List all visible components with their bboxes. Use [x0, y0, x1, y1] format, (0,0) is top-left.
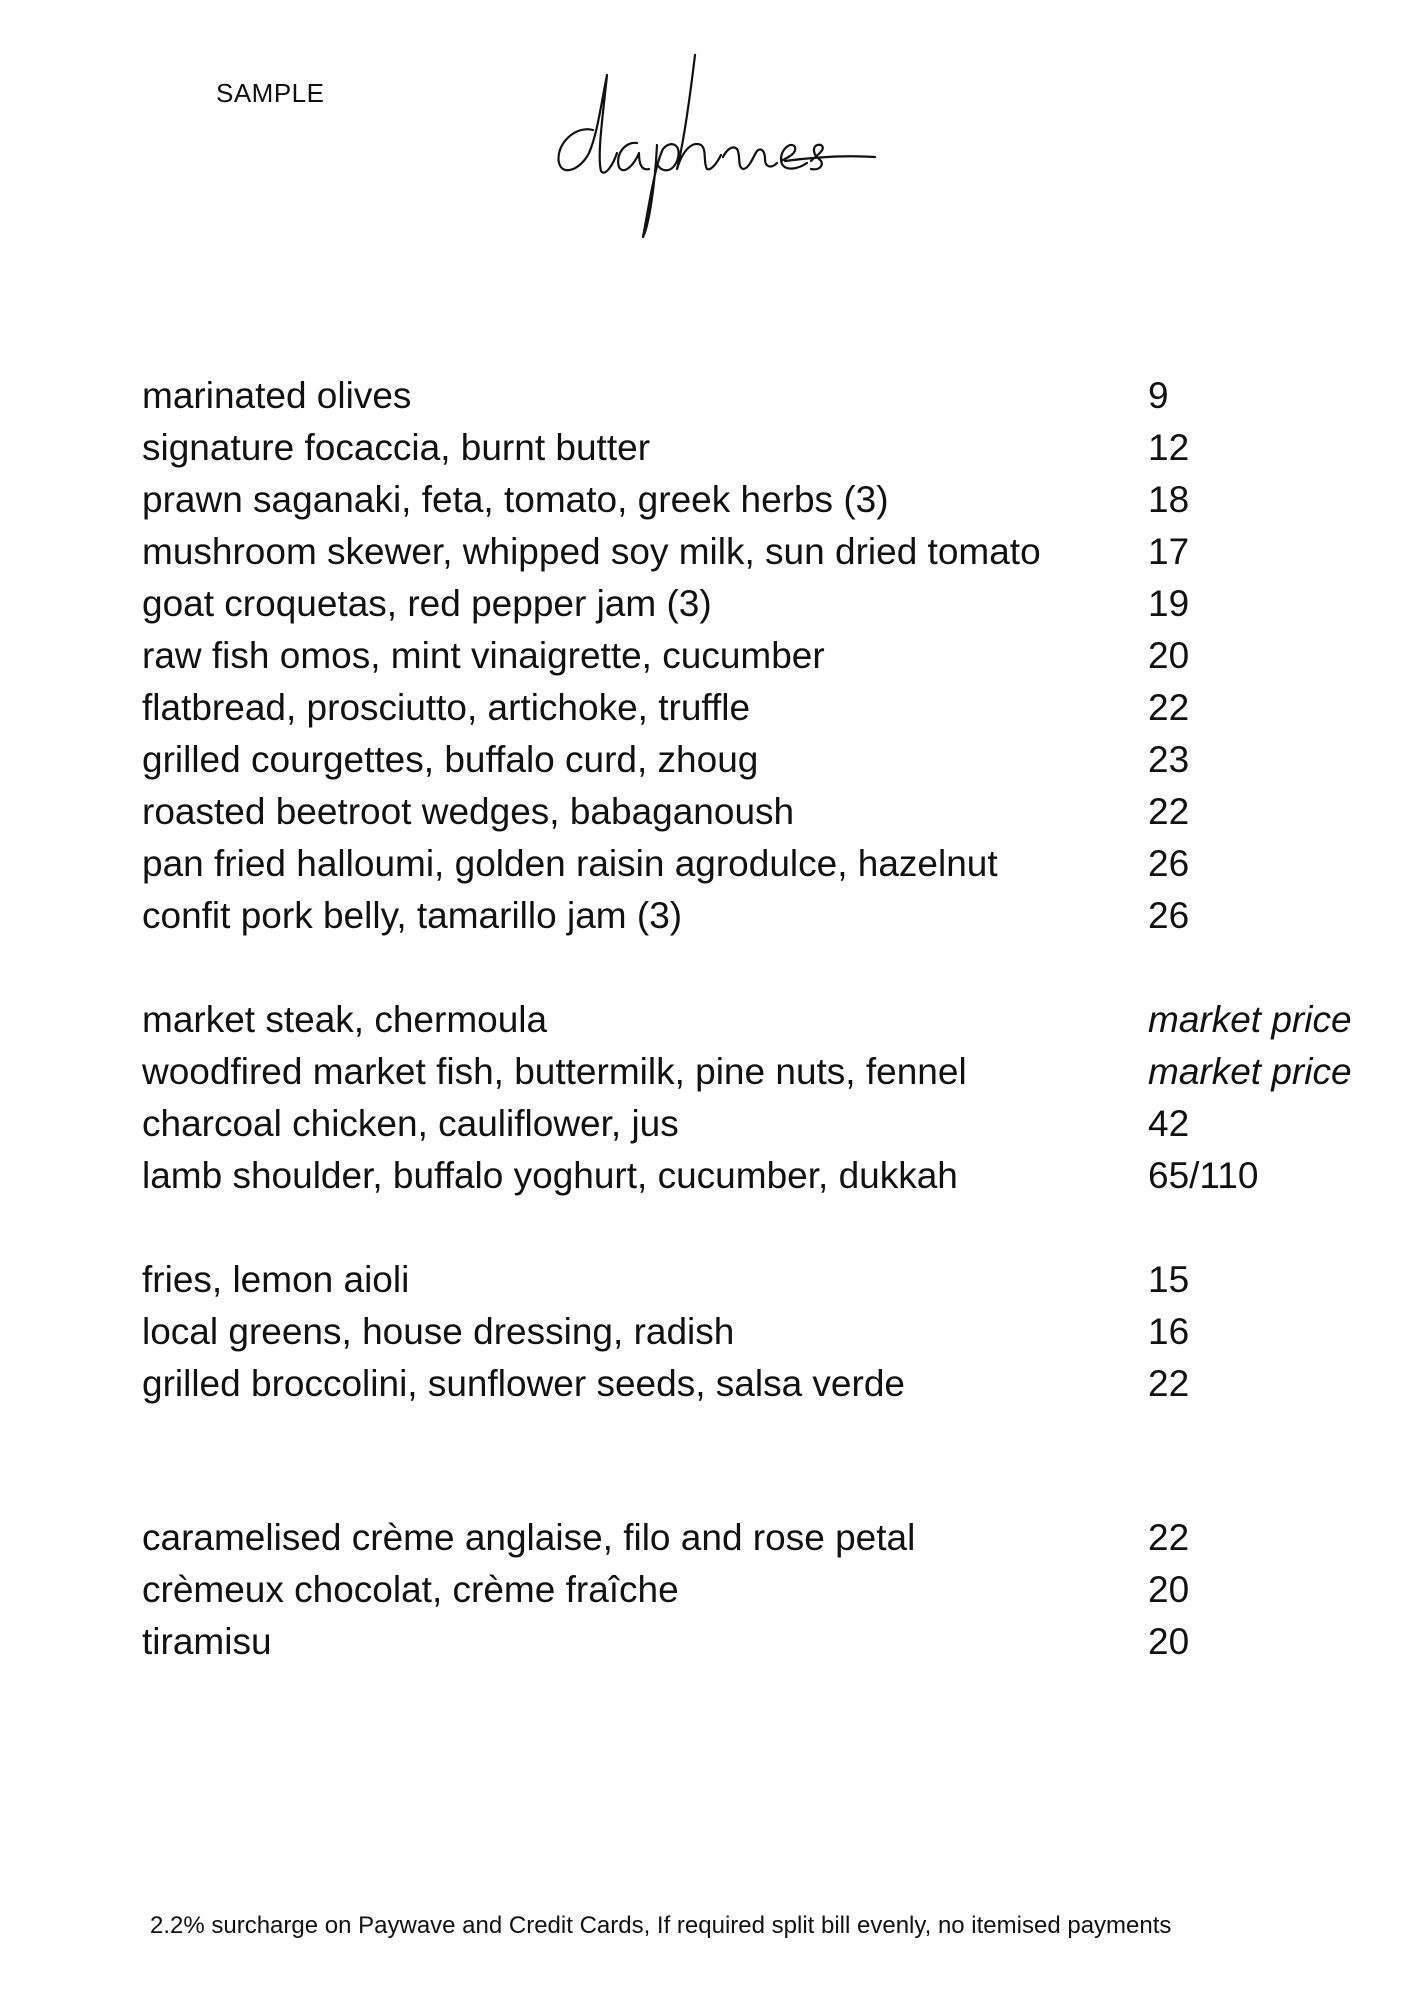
menu-section-sides: [142, 1254, 1382, 1410]
menu-item: [142, 1098, 1382, 1150]
menu-item: [142, 1358, 1382, 1410]
menu-item: [142, 682, 1382, 734]
menu-item-price: 22: [1148, 1517, 1190, 1558]
menu-item-name: local greens, house dressing, radish: [142, 1311, 735, 1352]
menu-item-price: 20: [1148, 1621, 1190, 1662]
menu-item: [142, 370, 1382, 422]
menu-item: [142, 526, 1382, 578]
menu-item-price: 9: [1148, 375, 1169, 416]
menu-item: [142, 1512, 1382, 1564]
menu-item: [142, 474, 1382, 526]
menu-item-price: 22: [1148, 791, 1190, 832]
menu-item: [142, 786, 1382, 838]
menu-item-price: 17: [1148, 531, 1190, 572]
menu-item-price: 20: [1148, 1569, 1190, 1610]
menu-item-price: 12: [1148, 427, 1190, 468]
menu-item: [142, 422, 1382, 474]
menu-item-price: 23: [1148, 739, 1190, 780]
menu-item-price: 42: [1148, 1103, 1190, 1144]
menu-item-name: mushroom skewer, whipped soy milk, sun dried tomato: [142, 531, 1041, 572]
menu-item-name: crèmeux chocolat, crème fraîche: [142, 1569, 679, 1610]
menu-item-price: market price: [1148, 1051, 1352, 1092]
menu-item-name: goat croquetas, red pepper jam (3): [142, 583, 712, 624]
menu-item-name: flatbread, prosciutto, artichoke, truffle: [142, 687, 751, 728]
menu-item: [142, 838, 1382, 890]
section-spacer: [142, 942, 1382, 994]
footer-payment-note: 2.2% surcharge on Paywave and Credit Cards, If required split bill evenly, no itemised payments: [150, 1912, 1172, 1939]
menu-item: [142, 1564, 1382, 1616]
menu-item-name: grilled broccolini, sunflower seeds, salsa verde: [142, 1363, 905, 1404]
menu-item: [142, 994, 1382, 1046]
menu-item-name: caramelised crème anglaise, filo and rose petal: [142, 1517, 916, 1558]
menu-item: [142, 578, 1382, 630]
section-spacer: [142, 1202, 1382, 1254]
menu-item-price: 65/110: [1148, 1155, 1259, 1196]
menu-item: [142, 1254, 1382, 1306]
menu-item-name: lamb shoulder, buffalo yoghurt, cucumber, dukkah: [142, 1155, 958, 1196]
menu-item: [142, 734, 1382, 786]
daphnes-signature-logo: [545, 45, 885, 245]
menu-item-price: 22: [1148, 1363, 1190, 1404]
menu-section-desserts: [142, 1512, 1382, 1668]
menu-item-name: signature focaccia, burnt butter: [142, 427, 651, 468]
menu-item: [142, 1046, 1382, 1098]
menu-item-price: 15: [1148, 1259, 1190, 1300]
menu-item-price: 26: [1148, 843, 1190, 884]
menu-item-name: woodfired market fish, buttermilk, pine nuts, fennel: [142, 1051, 967, 1092]
menu-item: [142, 1306, 1382, 1358]
menu-item-name: tiramisu: [142, 1621, 272, 1662]
menu-item-name: confit pork belly, tamarillo jam (3): [142, 895, 683, 936]
menu-item-name: grilled courgettes, buffalo curd, zhoug: [142, 739, 759, 780]
menu-item-name: pan fried halloumi, golden raisin agrodulce, hazelnut: [142, 843, 998, 884]
menu-item-price: 26: [1148, 895, 1190, 936]
menu-item-name: raw fish omos, mint vinaigrette, cucumber: [142, 635, 825, 676]
menu-item-price: 22: [1148, 687, 1190, 728]
menu-item: [142, 630, 1382, 682]
menu-list: [142, 370, 1382, 1668]
menu-item: [142, 1616, 1382, 1668]
menu-item-price: 16: [1148, 1311, 1190, 1352]
sample-label: SAMPLE: [216, 78, 325, 108]
menu-item-price: 18: [1148, 479, 1190, 520]
menu-item-name: prawn saganaki, feta, tomato, greek herbs (3): [142, 479, 889, 520]
menu-item-price: market price: [1148, 999, 1352, 1040]
menu-item-name: roasted beetroot wedges, babaganoush: [142, 791, 795, 832]
menu-item-price: 20: [1148, 635, 1190, 676]
menu-section-mains: [142, 994, 1382, 1202]
menu-item-price: 19: [1148, 583, 1190, 624]
section-spacer: [142, 1410, 1382, 1512]
menu-item-name: market steak, chermoula: [142, 999, 548, 1040]
menu-item-name: fries, lemon aioli: [142, 1259, 410, 1300]
menu-item-name: marinated olives: [142, 375, 412, 416]
menu-item: [142, 890, 1382, 942]
menu-item-name: charcoal chicken, cauliflower, jus: [142, 1103, 679, 1144]
menu-section-small-plates: [142, 370, 1382, 942]
menu-item: [142, 1150, 1382, 1202]
